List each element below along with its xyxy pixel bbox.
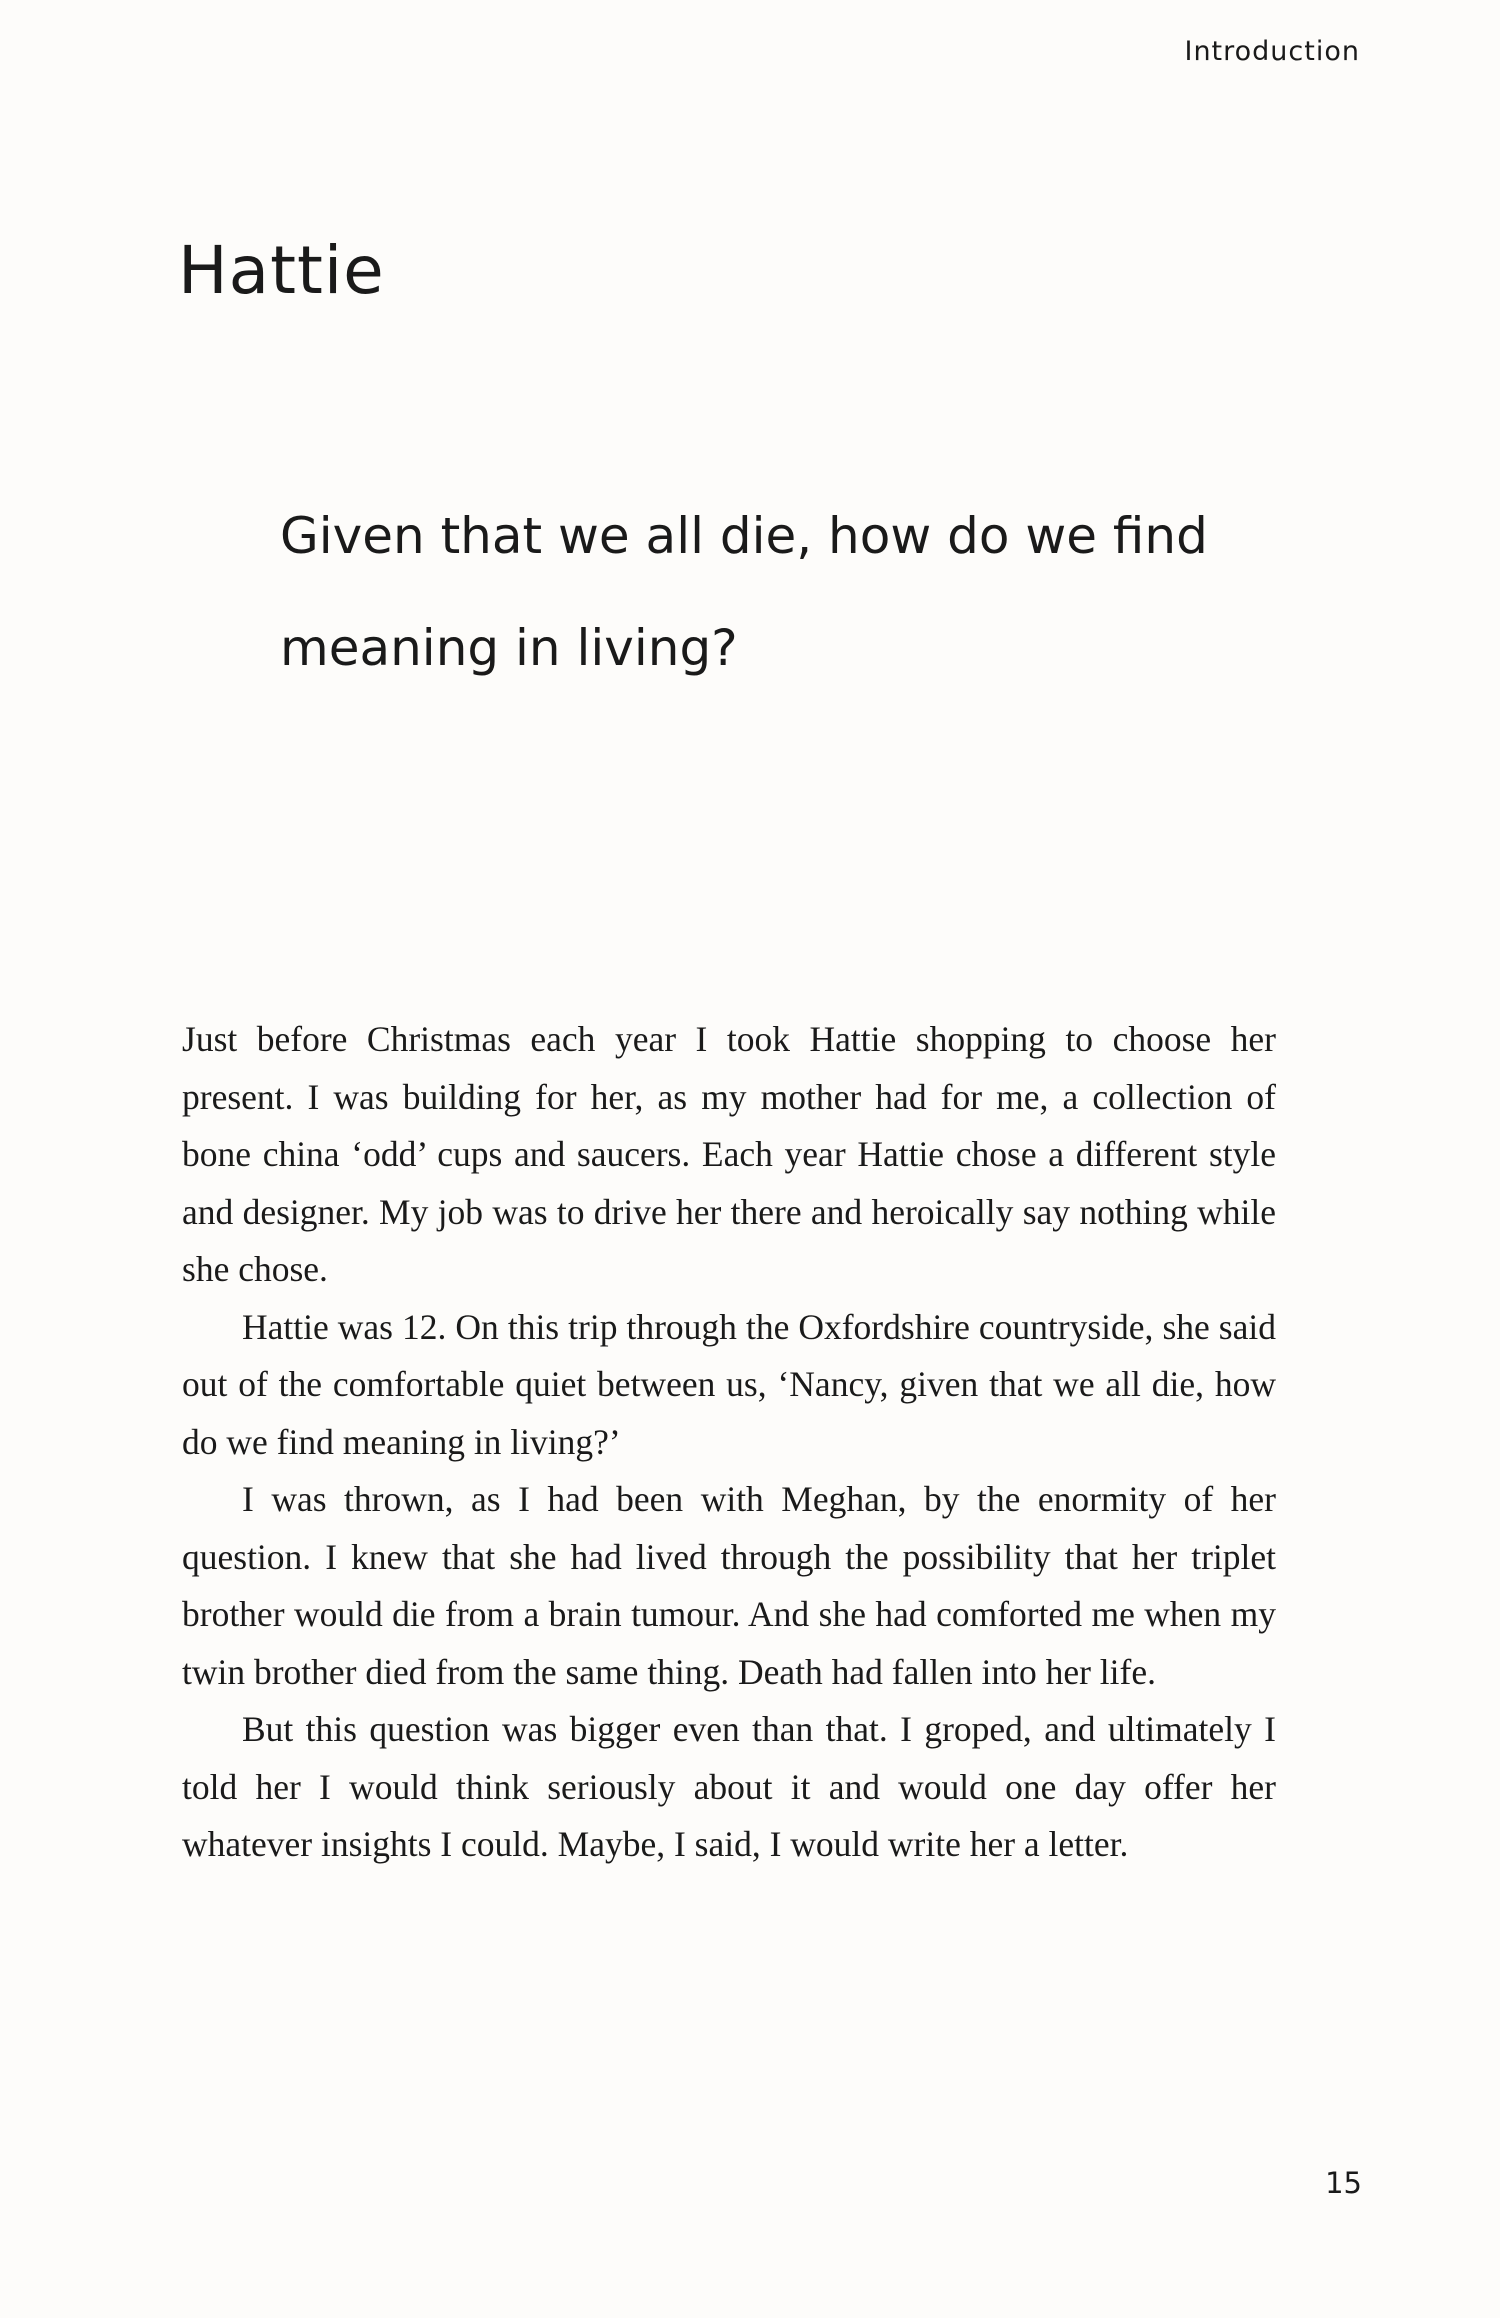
running-head: Introduction [1184, 36, 1360, 67]
paragraph: But this question was bigger even than that. I groped, and ultimately I told her I would think seriously about it and would one day offer her whatever insights I could. Maybe, I said, I would write her a letter. [182, 1709, 1276, 1864]
page-number: 15 [1325, 2166, 1362, 2200]
paragraph: I was thrown, as I had been with Meghan, by the enormity of her question. I knew that she had lived through the possibility that her triplet brother would die from a brain tumour. And she had comforted me when my twin brother died from the same thing. Death had fallen into her life. [182, 1479, 1276, 1692]
paragraph: Just before Christmas each year I took Hattie shopping to choose her present. I was building for her, as my mother had for me, a collection of bone china ‘odd’ cups and saucers. Each year Hattie chose a different style and designer. My job was to drive her there and heroically say nothing while she chose. [182, 1019, 1276, 1289]
chapter-title: Hattie [178, 232, 385, 309]
body-text [182, 1011, 1276, 1874]
paragraph: Hattie was 12. On this trip through the Oxfordshire countryside, she said out of the comfortable quiet between us, ‘Nancy, given that we all die, how do we find meaning in living?’ [182, 1306, 1276, 1462]
epigraph: Given that we all die, how do we find meaning in living? [280, 507, 1208, 677]
